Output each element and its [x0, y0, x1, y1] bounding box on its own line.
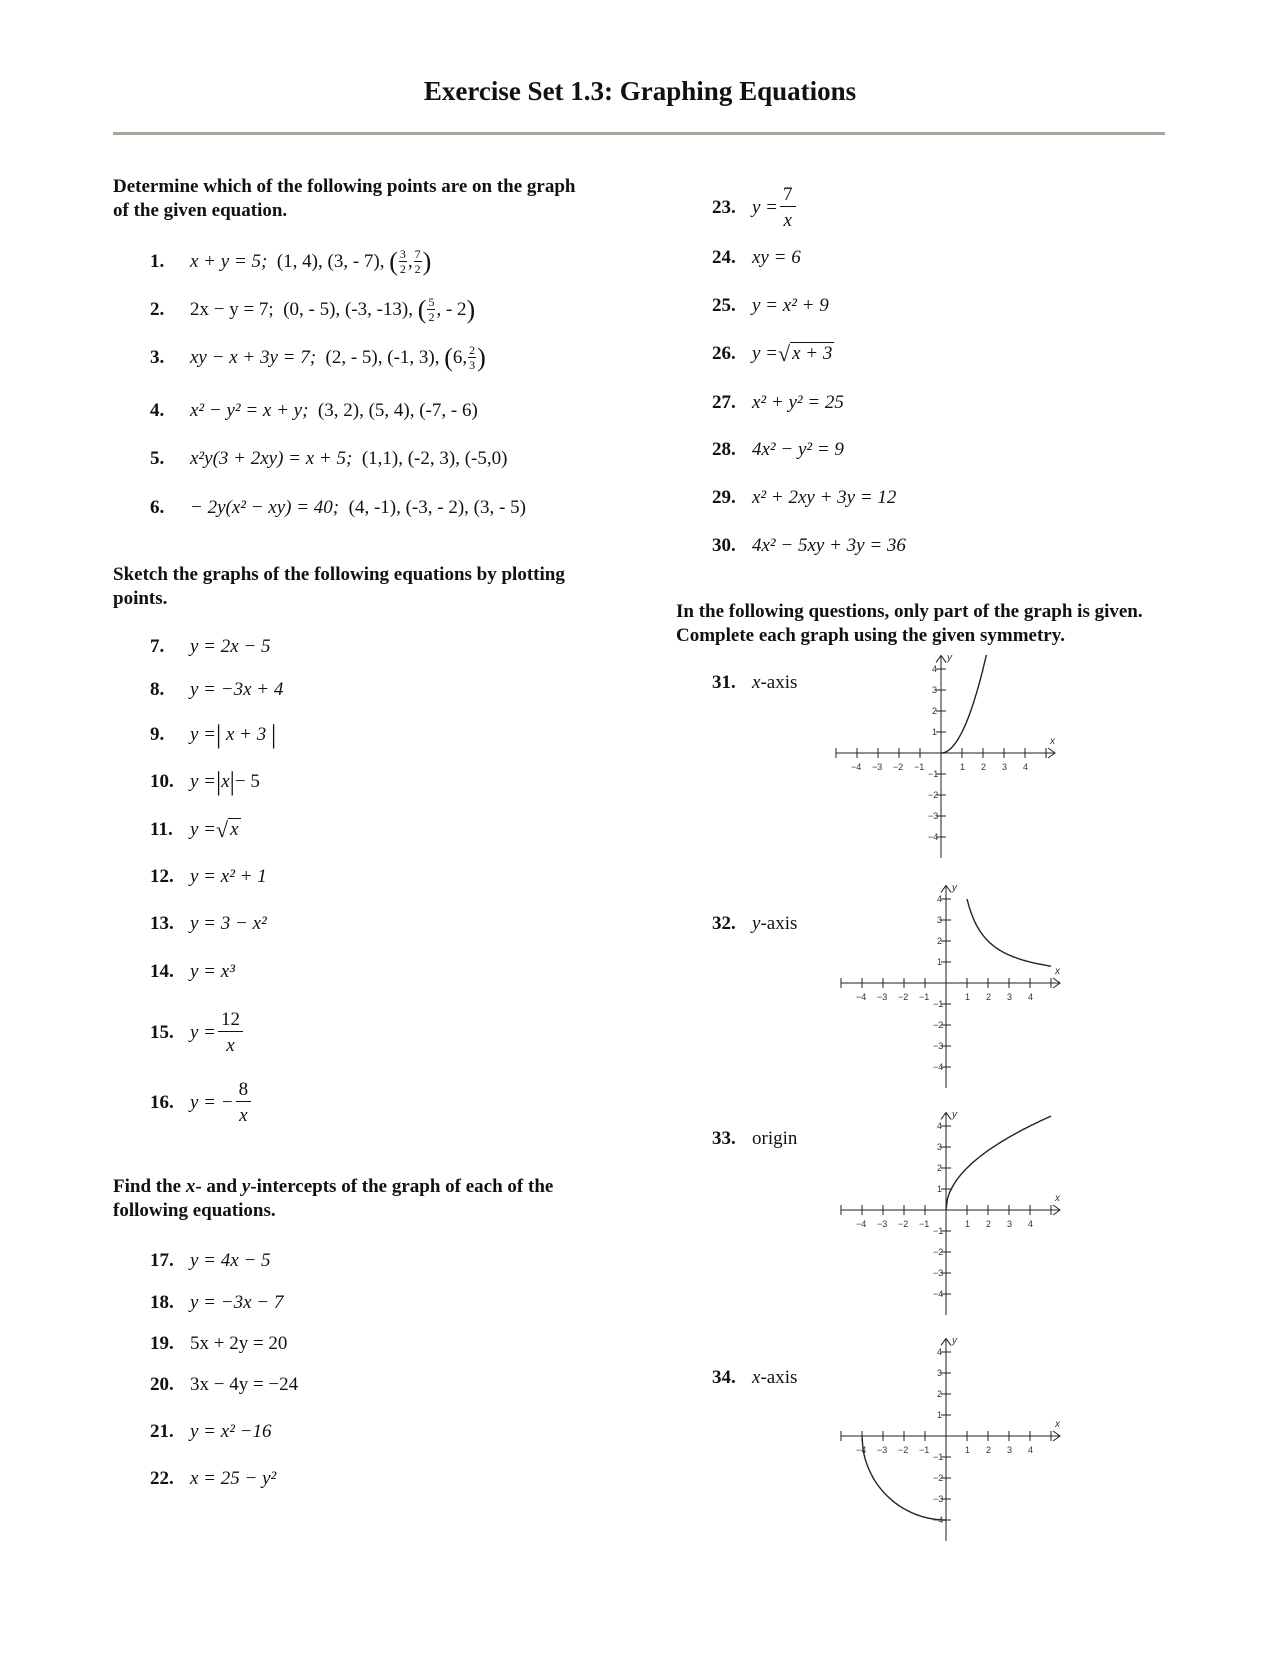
frac-num: 8 [236, 1080, 252, 1102]
frac-den: 2 [399, 262, 406, 276]
problem-number: 17. [150, 1250, 174, 1271]
y-tick-label: 2 [932, 706, 938, 716]
x-tick-label: 2 [986, 1219, 992, 1229]
y-tick-label: −2 [933, 1247, 944, 1257]
problem-22 [150, 1468, 276, 1490]
problem-16 [150, 1080, 253, 1125]
problem-number: 11. [150, 818, 173, 840]
problem-number: 4. [150, 400, 165, 421]
problem-number: 2. [150, 298, 165, 320]
y-tick-label: −3 [933, 1268, 944, 1278]
problem-number: 29. [712, 487, 736, 508]
symmetry-label: -axis [760, 913, 798, 934]
lhs: y = [190, 1021, 217, 1043]
y-tick-label: −4 [933, 1289, 944, 1299]
equation: y = x² −16 [190, 1421, 272, 1442]
symmetry-var: x [752, 1367, 761, 1388]
equation: y = −3x − 7 [190, 1292, 284, 1313]
frac-num: 7 [414, 247, 421, 261]
x-tick-label: 1 [960, 762, 966, 772]
lhs: y = [752, 342, 779, 364]
equation: x²y(3 + 2xy) = x + 5; [190, 448, 353, 469]
y-tick-label: −3 [928, 811, 939, 821]
problem-number: 34. [712, 1367, 736, 1388]
x-tick-label: −2 [898, 992, 909, 1002]
problem-25 [712, 295, 829, 317]
radical: √ x + 3 [778, 341, 833, 366]
equation: x + y = 5; [190, 250, 268, 272]
symmetry-label: -axis [760, 672, 798, 693]
problem-number: 27. [712, 392, 736, 413]
problem-number: 33. [712, 1128, 736, 1149]
abs-body: x + 3 [225, 724, 267, 745]
problem-number: 19. [150, 1333, 174, 1354]
problem-26 [712, 342, 834, 365]
equation: 4x² − y² = 9 [752, 439, 844, 460]
problem-20 [150, 1374, 298, 1396]
lhs: y = [190, 771, 217, 792]
x-tick-label: 2 [986, 992, 992, 1002]
problem-19 [150, 1333, 287, 1355]
x-tick-label: −3 [877, 1445, 888, 1455]
sketch-instruction: Sketch the graphs of the following equations by plotting points. [113, 564, 565, 609]
y-tick-label: 4 [937, 894, 943, 904]
y-tick-label: 1 [937, 1410, 943, 1420]
equation: x² + 2xy + 3y = 12 [752, 487, 897, 508]
y-tick-label: −1 [933, 1226, 944, 1236]
x-tick-label: 1 [965, 1219, 971, 1229]
problem-3: 3. xy − x + 3y = 7; (2, - 5), (-1, 3), ( 6, $\frac{2}{3}$ ) [150, 342, 486, 372]
fraction [780, 185, 796, 230]
problem-23 [712, 185, 798, 230]
equation: y = 3 − x² [190, 913, 267, 934]
frac-num: 5 [428, 295, 435, 309]
x-tick-label: −1 [919, 1219, 930, 1229]
problem-10: 10. y = | x | − 5 [150, 767, 260, 796]
abs-body: x [221, 771, 230, 792]
problem-number: 26. [712, 342, 736, 364]
problem-6 [150, 497, 526, 519]
rhs: − 5 [234, 771, 260, 792]
x-tick-label: −4 [851, 762, 862, 772]
problem-number: 28. [712, 439, 736, 460]
graph-33 [831, 1112, 1061, 1322]
page-title: Exercise Set 1.3: Graphing Equations [423, 76, 857, 106]
problem-number: 24. [712, 247, 736, 268]
y-tick-label: −4 [933, 1515, 944, 1525]
y-tick-label: −2 [933, 1473, 944, 1483]
x-tick-label: −1 [919, 1445, 930, 1455]
y-tick-label: 3 [932, 685, 938, 695]
y-tick-label: 4 [932, 664, 938, 674]
intercepts-text-a: Find the [113, 1176, 186, 1197]
y-tick-label: −1 [933, 999, 944, 1009]
lhs: y = − [190, 1091, 234, 1113]
problem-32 [712, 913, 797, 935]
problem-17 [150, 1250, 271, 1272]
symmetry-instruction: In the following questions, only part of the graph is given. Complete each graph using the given symmetry. [676, 601, 1143, 646]
intercepts-text-c: -intercepts of the graph of each of the following equations. [113, 1176, 554, 1221]
x-tick-label: 4 [1028, 1445, 1034, 1455]
x-tick-label: 2 [986, 1445, 992, 1455]
equation: xy − x + 3y = 7; [190, 346, 317, 368]
points: (2, - 5), (-1, 3), [325, 346, 440, 368]
equation: xy = 6 [752, 247, 801, 268]
problem-8 [150, 679, 283, 701]
frac-den: 3 [469, 358, 476, 372]
y-tick-label: 1 [937, 1184, 943, 1194]
equation: 4x² − 5xy + 3y = 36 [752, 535, 906, 556]
curve [941, 655, 1008, 753]
problem-33 [712, 1128, 797, 1150]
x-tick-label: −2 [898, 1219, 909, 1229]
x-tick-label: 3 [1007, 1445, 1013, 1455]
frac-den: 2 [414, 262, 421, 276]
y-axis-label: y [952, 885, 957, 894]
problem-number: 5. [150, 448, 165, 469]
y-tick-label: −1 [933, 1452, 944, 1462]
x-tick-label: −4 [856, 1445, 867, 1455]
problem-number: 12. [150, 866, 174, 887]
x-tick-label: −3 [872, 762, 883, 772]
points: (4, -1), (-3, - 2), (3, - 5) [348, 497, 526, 518]
symmetry-label: -axis [760, 1367, 798, 1388]
problem-number: 10. [150, 771, 174, 792]
problem-number: 32. [712, 913, 736, 934]
x-tick-label: −1 [919, 992, 930, 1002]
x-tick-label: −3 [877, 992, 888, 1002]
problem-number: 21. [150, 1421, 174, 1442]
equation: x = 25 − y² [190, 1468, 277, 1489]
graph-31 [826, 655, 1056, 865]
x-axis-label: x [1050, 736, 1055, 747]
frac-num: 12 [218, 1010, 243, 1032]
y-tick-label: 3 [937, 1368, 943, 1378]
equation: y = 2x − 5 [190, 636, 271, 657]
curve [946, 1116, 1051, 1210]
problem-24 [712, 247, 801, 269]
radical: √ x [216, 817, 239, 842]
equation: 2x − y = 7; [190, 298, 274, 320]
lhs: y = [190, 724, 217, 745]
frac-num: 7 [780, 185, 796, 207]
x-tick-label: −1 [914, 762, 925, 772]
y-tick-label: −1 [928, 769, 939, 779]
fraction [218, 1010, 243, 1055]
problem-1: 1. x + y = 5; (1, 4), (3, - 7), ( $\frac{3}{2}$ , $\frac{7}{2}$ ) [150, 246, 432, 276]
problem-11 [150, 818, 241, 841]
frac-den: x [226, 1035, 235, 1056]
x-axis-label: x [1055, 1419, 1060, 1430]
problem-number: 20. [150, 1374, 174, 1395]
radicand: x + 3 [792, 343, 833, 364]
problem-7 [150, 636, 271, 658]
y-tick-label: 4 [937, 1121, 943, 1131]
points: (1,1), (-2, 3), (-5,0) [361, 448, 508, 469]
problem-29 [712, 487, 896, 509]
frac-den: x [783, 210, 792, 231]
y-tick-label: −4 [928, 832, 939, 842]
x-tick-label: 3 [1007, 1219, 1013, 1229]
y-tick-label: −2 [933, 1020, 944, 1030]
y-tick-label: 1 [937, 957, 943, 967]
problem-number: 16. [150, 1091, 174, 1113]
intercepts-text-y: y [241, 1176, 251, 1197]
problem-31 [712, 672, 797, 694]
x-tick-label: 2 [981, 762, 987, 772]
equation: y = 4x − 5 [190, 1250, 271, 1271]
x-axis-label: x [1055, 1193, 1060, 1204]
lhs: y = [190, 818, 217, 840]
problem-30 [712, 535, 906, 557]
y-tick-label: 3 [937, 915, 943, 925]
problem-number: 3. [150, 346, 165, 368]
problem-number: 6. [150, 497, 165, 518]
x-tick-label: 1 [965, 1445, 971, 1455]
x-tick-label: −4 [856, 1219, 867, 1229]
points: (3, 2), (5, 4), (-7, - 6) [317, 400, 478, 421]
problem-5 [150, 448, 507, 470]
symmetry-var: y [752, 913, 761, 934]
x-tick-label: 3 [1002, 762, 1008, 772]
problem-number: 31. [712, 672, 736, 693]
x-tick-label: −3 [877, 1219, 888, 1229]
problem-number: 8. [150, 679, 165, 700]
problem-4 [150, 400, 478, 422]
problem-12 [150, 866, 267, 888]
intercepts-instruction [113, 1175, 603, 1223]
equation: x² − y² = x + y; [190, 400, 309, 421]
points: (1, 4), (3, - 7), [276, 250, 385, 272]
problem-9: 9. y = | x + 3 | [150, 720, 277, 749]
frac-den: 2 [428, 310, 435, 324]
y-tick-label: −2 [928, 790, 939, 800]
x-axis-label: x [1055, 966, 1060, 977]
radicand: x [230, 819, 239, 840]
point-lead: 6, [452, 346, 468, 368]
graph-32 [831, 885, 1061, 1095]
problem-number: 7. [150, 636, 165, 657]
lhs: y = [752, 196, 779, 218]
problem-13 [150, 913, 267, 935]
title-rule [113, 132, 1165, 135]
equation: − 2y(x² − xy) = 40; [190, 497, 340, 518]
problem-number: 30. [712, 535, 736, 556]
equation: y = −3x + 4 [190, 679, 284, 700]
y-tick-label: 2 [937, 1163, 943, 1173]
frac-den: x [239, 1105, 248, 1126]
symmetry-label: origin [752, 1128, 798, 1149]
frac-num: 3 [399, 247, 406, 261]
points-instruction: Determine which of the following points are on the graph of the given equation. [113, 176, 576, 221]
y-tick-label: 2 [937, 1389, 943, 1399]
x-tick-label: 4 [1028, 1219, 1034, 1229]
fraction [236, 1080, 252, 1125]
x-tick-label: −2 [898, 1445, 909, 1455]
y-axis-label: y [952, 1112, 957, 1121]
equation: 3x − 4y = −24 [190, 1374, 299, 1395]
intercepts-text-b: - and [195, 1176, 242, 1197]
problem-number: 22. [150, 1468, 174, 1489]
x-tick-label: 4 [1023, 762, 1029, 772]
problem-15 [150, 1010, 245, 1055]
points: (0, - 5), (-3, -13), [283, 298, 414, 320]
y-tick-label: 4 [937, 1347, 943, 1357]
x-tick-label: 4 [1028, 992, 1034, 1002]
problem-number: 23. [712, 196, 736, 218]
problem-number: 18. [150, 1292, 174, 1313]
x-tick-label: −4 [856, 992, 867, 1002]
y-tick-label: −4 [933, 1062, 944, 1072]
y-tick-label: 1 [932, 727, 938, 737]
x-tick-label: 3 [1007, 992, 1013, 1002]
x-tick-label: −2 [893, 762, 904, 772]
curve [967, 899, 1051, 966]
graph-34 [831, 1338, 1061, 1548]
problem-27 [712, 392, 844, 414]
problem-34 [712, 1367, 797, 1389]
y-tick-label: −3 [933, 1494, 944, 1504]
problem-14 [150, 961, 235, 983]
problem-number: 9. [150, 724, 165, 745]
y-tick-label: 2 [937, 936, 943, 946]
y-axis-label: y [952, 1338, 957, 1347]
intercepts-text-x: x [185, 1176, 196, 1197]
problem-number: 13. [150, 913, 174, 934]
problem-number: 25. [712, 295, 736, 316]
equation: x² + y² = 25 [752, 392, 844, 413]
equation: y = x² + 9 [752, 295, 829, 316]
y-axis-label: y [947, 655, 952, 664]
y-tick-label: 3 [937, 1142, 943, 1152]
equation: y = x² + 1 [190, 866, 267, 887]
y-tick-label: −3 [933, 1041, 944, 1051]
frac-num: 2 [469, 343, 476, 357]
problem-18 [150, 1292, 283, 1314]
symmetry-var: x [752, 672, 761, 693]
problem-21 [150, 1421, 271, 1443]
problem-number: 14. [150, 961, 174, 982]
problem-number: 15. [150, 1021, 174, 1043]
x-tick-label: 1 [965, 992, 971, 1002]
problem-28 [712, 439, 844, 461]
problem-2: 2. 2x − y = 7; (0, - 5), (-3, -13), ( $\frac{5}{2}$ , - 2 ) [150, 294, 476, 324]
problem-number: 1. [150, 250, 165, 272]
point-tail: , - 2 [436, 298, 467, 320]
equation: y = x³ [190, 961, 235, 982]
equation: 5x + 2y = 20 [190, 1333, 288, 1354]
